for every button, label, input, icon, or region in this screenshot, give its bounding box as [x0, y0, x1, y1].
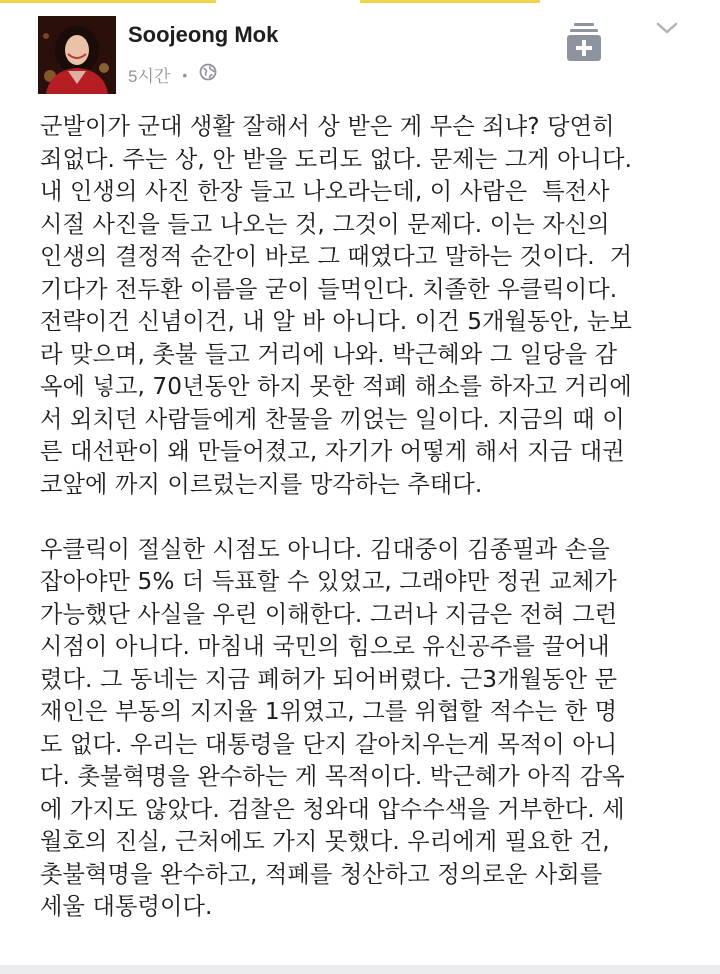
post-text-line: 다. 촛불혁명을 완수하는 게 목적이다. 박근혜가 아직 감옥 [40, 763, 625, 790]
post-text-line: 가능했단 사실을 우린 이해한다. 그러나 지금은 전혀 그런 [40, 600, 618, 628]
post-time[interactable]: 5시간 [128, 67, 171, 86]
post-header [0, 0, 720, 100]
post-text-line: 서 외치던 사람들에게 찬물을 끼얹는 일이다. 지금의 때 이 [40, 405, 625, 433]
post-text-line: 시점이 아니다. 마침내 국민의 힘으로 유신공주를 끌어내 [40, 633, 610, 660]
post-text-line: 재인은 부동의 지지율 1위였고, 그를 위협할 적수는 한 명 [40, 698, 618, 725]
paragraph-gap [40, 501, 712, 534]
chevron-down-icon[interactable] [655, 20, 679, 36]
meta-separator: • [182, 66, 188, 83]
post-text-line: 렸다. 그 동네는 지금 폐허가 되어버렸다. 근3개월동안 문 [40, 665, 618, 693]
post-text-line: 전략이건 신념이건, 내 알 바 아니다. 이건 5개월동안, 눈보 [40, 308, 633, 335]
post-text-line: 우클릭이 절실한 시점도 아니다. 김대중이 김종필과 손을 [40, 535, 610, 563]
post-body [40, 111, 712, 924]
post-text-line: 기다가 전두환 이름을 굳이 들먹인다. 치졸한 우클릭이다. [40, 275, 618, 303]
post-meta [128, 62, 217, 87]
post-text-line: 시절 사진을 들고 나오는 것, 그것이 문제다. 이는 자신의 [40, 210, 610, 238]
author-name[interactable]: Soojeong Mok [128, 22, 279, 47]
post-text-line: 인생의 결정적 순간이 바로 그 때였다고 말하는 것이다. 거 [40, 243, 633, 270]
post-text-line: 군발이가 군대 생활 잘해서 상 받은 게 무슨 죄냐? 당연히 [40, 113, 615, 140]
post-text-line: 세울 대통령이다. [40, 893, 213, 920]
avatar[interactable] [38, 16, 116, 94]
post-text-line: 옥에 넣고, 70년동안 하지 못한 적폐 해소를 하자고 거리에 [40, 373, 632, 400]
post-text-line: 코앞에 까지 이르렀는지를 망각하는 추태다. [40, 470, 483, 498]
save-bookmark-icon[interactable] [565, 19, 603, 63]
post-text-line: 내 인생의 사진 한장 들고 나오라는데, 이 사람은 특전사 [40, 178, 610, 205]
post-text-line: 촛불혁명을 완수하고, 적폐를 청산하고 정의로운 사회를 [40, 860, 603, 888]
post-text-line: 월호의 진실, 근처에도 가지 못했다. 우리에게 필요한 건, [40, 828, 610, 855]
post-text-line: 에 가지도 않았다. 검찰은 청와대 압수수색을 거부한다. 세 [40, 795, 625, 823]
post-text-line: 죄없다. 주는 상, 안 받을 도리도 없다. 문제는 그게 아니다. [40, 145, 633, 173]
bottom-divider [0, 965, 720, 974]
post-text-line: 라 맞으며, 촛불 들고 거리에 나와. 박근혜와 그 일당을 감 [40, 340, 618, 368]
post-text-line: 도 없다. 우리는 대통령을 단지 갈아치우는게 목적이 아니 [40, 730, 618, 758]
post-text-line: 잡아야만 5% 더 득표할 수 있었고, 그래야만 정권 교체가 [40, 568, 617, 595]
post-text-line: 른 대선판이 왜 만들어졌고, 자기가 어떻게 해서 지금 대권 [40, 438, 625, 465]
globe-icon [199, 63, 217, 86]
